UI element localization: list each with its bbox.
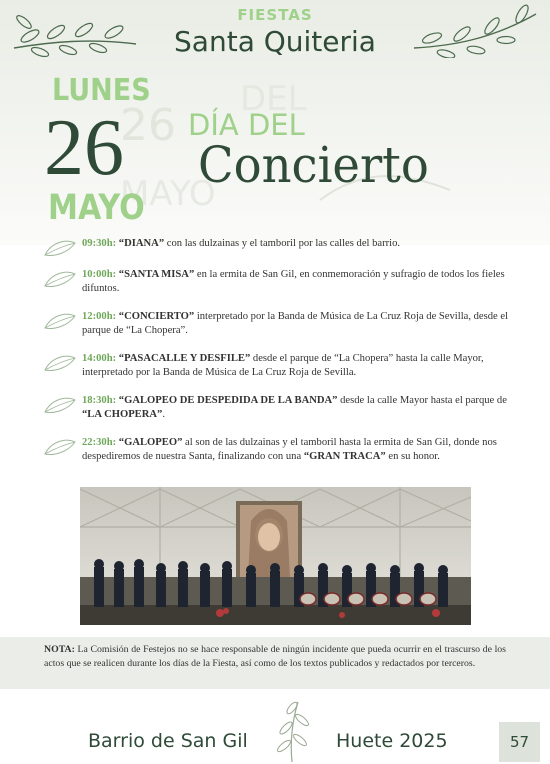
footer-left-text: Barrio de San Gil <box>88 730 248 752</box>
event-highlight: “GALOPEO DE DESPEDIDA DE LA BANDA” <box>118 395 338 406</box>
svg-text:MAYO: MAYO <box>120 174 216 214</box>
event-time: 18:30h: <box>82 395 117 406</box>
event-text <box>82 352 514 380</box>
event-description: en la ermita de San Gil, en conmemoración y sufragio de todos los fieles difuntos. <box>82 269 505 294</box>
note-text: La Comisión de Festejos no se hace responsable de ningún incidente que pueda ocurrir en el trascurso de los actos que se realicen durante los días de la Fiesta, así como de los textos publicados y redactados por terceros. <box>44 644 506 669</box>
disclaimer-note <box>44 643 506 671</box>
event-highlight: “LA CHOPERA” <box>82 409 163 420</box>
band-photo-illustration <box>80 487 471 625</box>
event-description: en su honor. <box>385 451 440 462</box>
event-description: . <box>162 409 165 420</box>
event-highlight: “GALOPEO” <box>118 437 183 448</box>
event-highlight: “CONCIERTO” <box>118 311 195 322</box>
event-time: 10:00h: <box>82 269 117 280</box>
heading-main: Concierto <box>198 136 429 194</box>
event-highlight: “DIANA” <box>118 238 165 249</box>
event-description: interpretado por la Banda de Música de La Cruz Roja de Sevilla, desde el parque de “La Chopera”. <box>82 311 509 336</box>
event-text <box>82 268 514 296</box>
note-label: NOTA: <box>44 644 75 655</box>
event-time: 14:00h: <box>82 353 117 364</box>
event-highlight: “GRAN TRACA” <box>303 451 386 462</box>
svg-text:DEL: DEL <box>240 79 307 119</box>
header-kicker: FIESTAS <box>237 6 313 24</box>
weekday-label: LUNES <box>52 73 151 108</box>
leaf-icon <box>44 396 76 414</box>
event-highlight: “PASACALLE Y DESFILE” <box>118 353 251 364</box>
month-label: MAYO <box>48 188 145 228</box>
event-time: 22:30h: <box>82 437 117 448</box>
band-photo <box>80 487 471 625</box>
event-description: desde el parque de “La Chopera” hasta la calle Mayor, interpretado por la Banda de Música de La Cruz Roja de Sevilla. <box>82 353 484 378</box>
leaf-icon <box>44 239 76 257</box>
event-description: con las dulzainas y el tamboril por las calles del barrio. <box>164 238 401 249</box>
event-text <box>82 237 514 251</box>
event-text <box>82 310 514 338</box>
event-time: 12:00h: <box>82 311 117 322</box>
page-number: 57 <box>509 733 530 751</box>
footer-right-text: Huete 2025 <box>336 730 448 752</box>
day-number: 26 <box>44 104 124 192</box>
event-time: 09:30h: <box>82 238 117 249</box>
leaf-icon <box>44 354 76 372</box>
leaf-icon <box>44 312 76 330</box>
heading-prefix: DÍA DEL <box>188 108 305 142</box>
event-highlight: “SANTA MISA” <box>118 269 195 280</box>
event-description: desde la calle Mayor hasta el parque de <box>337 395 507 406</box>
page-title: Santa Quiteria <box>174 25 376 58</box>
event-description: al son de las dulzainas y el tamboril hasta la ermita de San Gil, donde nos despediremos de nuestra Santa, finalizando con una <box>82 437 497 462</box>
leaf-icon <box>44 270 76 288</box>
olive-sprig-icon <box>262 696 322 764</box>
event-text <box>82 436 514 464</box>
event-text <box>82 394 514 422</box>
svg-text:26: 26 <box>120 100 176 151</box>
leaf-icon <box>44 438 76 456</box>
